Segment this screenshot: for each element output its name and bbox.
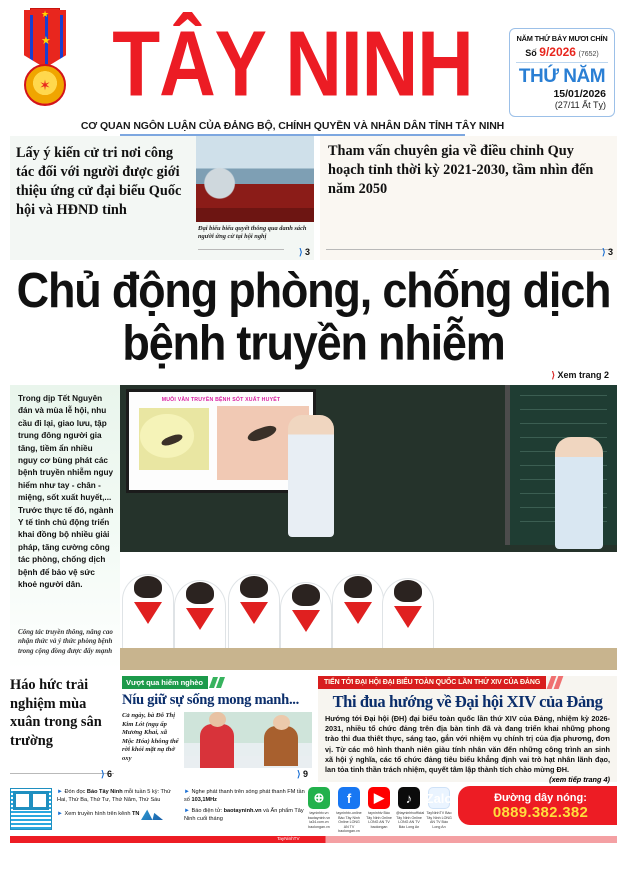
note-4-bold[interactable]: baotayninh.vn bbox=[223, 808, 262, 814]
middle-kicker-bar bbox=[122, 676, 312, 689]
facebook-icon[interactable]: f bbox=[338, 787, 360, 809]
issue-line bbox=[514, 45, 610, 59]
lunar-date: (27/11 Ất Tỵ) bbox=[554, 100, 606, 110]
teaser-2-rule bbox=[326, 249, 613, 250]
publish-date: 15/01/2026 bbox=[553, 88, 606, 100]
main-headline[interactable]: Chủ động phòng, chống dịch bệnh truyền nhiễm bbox=[16, 261, 611, 371]
footer-note-4 bbox=[184, 807, 306, 823]
footer-bar bbox=[10, 786, 617, 834]
article-card-right[interactable] bbox=[318, 676, 617, 785]
note-3-bold: 103,1MHz bbox=[191, 797, 217, 803]
footer-left bbox=[10, 786, 306, 834]
note-1-rest: mỗi tuần 5 kỳ: Thứ Hai, Thứ Ba, Thứ Tư, Thứ Năm, Thứ Sáu bbox=[57, 789, 171, 803]
note-4-rest: và Ấn phẩm Tây Ninh cuối tháng bbox=[184, 808, 304, 822]
projector-title: MUỖI VẰN TRUYỀN BỆNH SỐT XUẤT HUYẾT bbox=[161, 397, 281, 403]
social-label-youtube: tayninhtv Báo Tây Ninh Online LONG AN TV baolongan bbox=[366, 811, 392, 829]
right-kicker: TIẾN TỚI ĐẠI HỘI ĐẠI BIỂU TOÀN QUỐC LẦN THỨ XIV CỦA ĐẢNG bbox=[318, 676, 546, 689]
paper-tagline: CƠ QUAN NGÔN LUẬN CỦA ĐẢNG BỘ, CHÍNH QUYỀN VÀ NHÂN DÂN TỈNH TÂY NINH bbox=[80, 120, 505, 132]
main-headline-block bbox=[0, 260, 627, 381]
social-item-tiktok[interactable] bbox=[396, 787, 425, 834]
chevron-right-icon: ⟩ bbox=[100, 769, 105, 779]
article-card-middle[interactable] bbox=[122, 676, 312, 782]
see-page-label: Xem trang 2 bbox=[557, 370, 609, 380]
social-label-globe: tayninhtv.vn baotayninh.vn la34.com.vn baolongan.vn bbox=[307, 811, 331, 829]
footer-note-col-1 bbox=[57, 788, 179, 823]
tn-channel-logo-icon bbox=[141, 807, 163, 820]
footer-note-col-2 bbox=[184, 788, 306, 826]
bottom-article-row bbox=[10, 676, 617, 785]
social-label-tiktok: @tayninhtvofficial Tây Ninh Online LONG AN TV Báo Long An bbox=[396, 811, 425, 829]
footer-red-strip bbox=[10, 836, 617, 843]
article-left-rule bbox=[10, 773, 114, 774]
students-group bbox=[120, 552, 617, 670]
qr-code-icon[interactable] bbox=[10, 788, 52, 830]
meeting-photo bbox=[196, 136, 314, 222]
chevron-right-icon: ⟩ bbox=[601, 247, 606, 257]
article-middle-caption: Cả ngày, bà Đỗ Thị Kim Lót (ngụ ấp Mương Khai, xã Mộc Hóa) không thể rời khỏi mặt nạ thở oxy bbox=[122, 712, 179, 762]
social-links bbox=[306, 786, 452, 834]
teaser-1-page-ref[interactable] bbox=[299, 247, 310, 258]
note-3-lead: Nghe phát thanh trên sóng phát thanh FM tần số bbox=[184, 789, 305, 803]
woman-figure bbox=[555, 437, 603, 549]
right-kicker-row bbox=[318, 676, 617, 689]
article-left-page-ref[interactable] bbox=[101, 769, 112, 780]
teaser-1-rule bbox=[198, 249, 284, 250]
arrow-right-icon: ► bbox=[184, 789, 190, 795]
footer-note-3 bbox=[184, 788, 306, 804]
article-middle-page-ref[interactable] bbox=[297, 769, 308, 780]
article-left-page: 6 bbox=[106, 769, 112, 779]
article-left-headline[interactable]: Háo hức trải nghiệm mùa xuân trong sân trường bbox=[10, 677, 102, 749]
strip-tag: TayNinhTV bbox=[277, 836, 300, 841]
note-2-lead: Xem truyền hình trên kênh bbox=[64, 810, 131, 817]
main-see-page[interactable] bbox=[12, 370, 615, 381]
social-label-facebook: tayninhtv-online Báo Tây Ninh Online LONG AN TV baolongan.vn bbox=[336, 811, 362, 834]
chevron-right-icon: ⟩ bbox=[551, 370, 555, 380]
note-2-bold: TN bbox=[132, 810, 140, 817]
hotline-number[interactable]: 0889.382.382 bbox=[492, 804, 589, 821]
desk bbox=[120, 648, 617, 670]
weekday: THỨ NĂM bbox=[518, 66, 606, 87]
date-box bbox=[509, 28, 615, 117]
arrow-right-icon: ► bbox=[57, 810, 63, 817]
article-right-continued: (xem tiếp trang 4) bbox=[549, 775, 610, 785]
main-feature bbox=[10, 385, 617, 670]
slash-decor-icon bbox=[546, 676, 561, 689]
article-middle-page: 9 bbox=[302, 769, 308, 779]
year-line: NĂM THỨ BẢY MƯƠI CHÍN bbox=[516, 34, 608, 43]
footer-note-1 bbox=[57, 788, 179, 804]
social-item-youtube[interactable] bbox=[366, 787, 392, 834]
article-middle-headline[interactable]: Níu giữ sự sống mong manh... bbox=[122, 692, 299, 708]
lead-column bbox=[10, 385, 120, 670]
note-1-bold: Báo Tây Ninh bbox=[86, 789, 123, 795]
main-photo bbox=[120, 385, 617, 670]
tiktok-icon[interactable]: ♪ bbox=[398, 787, 420, 809]
social-item-zalo[interactable] bbox=[426, 787, 452, 834]
social-item-globe[interactable] bbox=[306, 787, 332, 834]
paper-title: TÂY NINH bbox=[112, 11, 473, 116]
teaser-row bbox=[0, 136, 627, 260]
teaser-2-page-ref[interactable] bbox=[602, 247, 613, 258]
slash-decor-icon bbox=[211, 677, 223, 688]
article-card-left[interactable] bbox=[10, 676, 116, 782]
datebox-divider bbox=[516, 62, 608, 63]
footer-note-2 bbox=[57, 807, 179, 820]
article-right-body: Hướng tới Đại hội (ĐH) đại biểu toàn quốc lần thứ XIV của Đảng, nhiệm kỳ 2026-2031, nhiều tổ chức đảng trên địa bàn tỉnh đã và đang triển khai những phong trào thi đua thiết thực, sáng tạo, gắn với nhiệm vụ chính trị của địa phương, đơn vị. Từ các mô hình thanh niên giàu tính nhân văn đến những công trình an sinh xã hội ý nghĩa, các tổ chức đảng tiêu biểu khẳng định vai trò hạt nhân lãnh đạo, lan tỏa tinh thần trách nhiệm, quyết tâm lập thành tích chào mừng ĐH. bbox=[325, 714, 610, 775]
hotline-box[interactable] bbox=[458, 786, 617, 825]
hotline-label: Đường dây nóng: bbox=[494, 792, 587, 804]
issue-label: Số bbox=[525, 48, 537, 58]
article-middle-photo bbox=[184, 712, 312, 768]
arrow-right-icon: ► bbox=[184, 808, 190, 814]
lead-paragraph: Trong dịp Tết Nguyên đán và mùa lễ hội, nhu cầu đi lại, giao lưu, tập trung đông người gia tăng, tiềm ẩn nhiều nguy cơ bùng phát các bệnh truyền nhiễm nguy hiểm như tay - chân - miệng, sốt xuất huyết,... Trước thực tế đó, ngành Y tế tỉnh chủ động triển khai đồng bộ nhiều giải pháp, tăng cường công tác phòng, chống dịch bệnh để bảo vệ sức khoẻ người dân. bbox=[18, 394, 114, 590]
note-1-lead: Đón đọc bbox=[64, 789, 86, 795]
teaser-1-caption: Đại biểu biểu quyết thông qua danh sách người ứng cử tại hội nghị bbox=[198, 225, 307, 240]
social-item-facebook[interactable] bbox=[336, 787, 362, 834]
teaser-1-photo bbox=[196, 136, 314, 260]
teaser-2-page: 3 bbox=[607, 247, 613, 257]
issue-number: 9/2026 bbox=[539, 45, 576, 59]
mosquito-image-left bbox=[139, 408, 209, 470]
teacher-figure bbox=[288, 415, 334, 537]
masthead-title-block bbox=[76, 6, 505, 136]
social-label-zalo: TayNinhTV Báo Tây Ninh LONG AN TV Báo Long An bbox=[426, 811, 452, 829]
globe-icon[interactable]: ⊕ bbox=[308, 787, 330, 809]
middle-kicker: Vượt qua hiểm nghèo bbox=[122, 676, 208, 689]
issue-serial: (7652) bbox=[578, 51, 599, 58]
medal-emblem-icon: ★ ★ ✶ bbox=[14, 6, 76, 124]
teaser-card-2[interactable] bbox=[320, 136, 617, 260]
arrow-right-icon: ► bbox=[57, 789, 63, 795]
footer-right bbox=[306, 786, 617, 834]
chevron-right-icon: ⟩ bbox=[298, 247, 303, 257]
youtube-icon[interactable]: ▶ bbox=[368, 787, 390, 809]
teaser-1-page: 3 bbox=[304, 247, 310, 257]
masthead bbox=[0, 0, 627, 132]
teaser-2-headline[interactable]: Tham vấn chuyên gia về điều chỉnh Quy hoạch tỉnh thời kỳ 2021-2030, tầm nhìn đến năm 2050 bbox=[328, 143, 594, 197]
teaser-card-1[interactable] bbox=[10, 136, 314, 260]
chevron-right-icon: ⟩ bbox=[296, 769, 301, 779]
article-right-headline[interactable]: Thi đua hướng về Đại hội XIV của Đảng bbox=[332, 692, 603, 711]
note-4-lead: Báo điện tử: bbox=[191, 808, 223, 814]
teaser-1-headline[interactable]: Lấy ý kiến cử tri nơi công tác đối với người được giới thiệu ứng cử đại biểu Quốc hội và HĐND tỉnh bbox=[16, 145, 182, 218]
main-photo-caption: Công tác truyền thông, nâng cao nhận thức và ý thức phòng bệnh trong cộng đồng được đẩy mạnh bbox=[18, 627, 113, 655]
zalo-icon[interactable]: Zalo bbox=[428, 787, 450, 809]
